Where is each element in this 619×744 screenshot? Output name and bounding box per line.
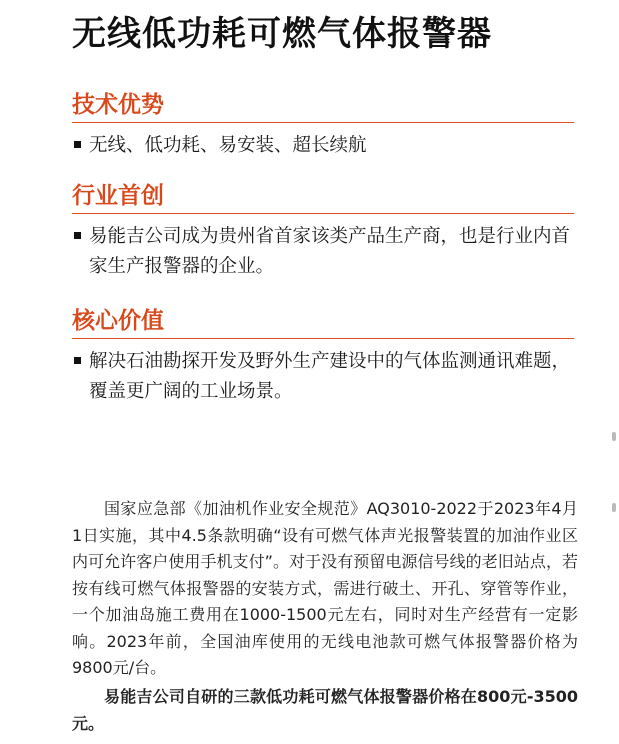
section-core-value [72,306,574,407]
section-industry-first [72,181,574,282]
page-title: 无线低功耗可燃气体报警器 [72,14,492,54]
section-tech-advantage [72,90,574,161]
bullet-item [72,131,574,161]
square-bullet-icon [74,232,81,239]
bullet-item [72,222,574,282]
bullet-text: 无线、低功耗、易安装、超长续航 [89,135,367,156]
bullet-text: 解决石油勘探开发及野外生产建设中的气体监测通讯难题，覆盖更广阔的工业场景。 [89,351,571,402]
section-heading: 核心价值 [72,306,574,339]
section-heading: 行业首创 [72,181,574,214]
edge-mark [612,503,616,512]
section-heading: 技术优势 [72,90,574,123]
bullet-text: 易能吉公司成为贵州省首家该类产品生产商，也是行业内首家生产报警器的企业。 [89,226,571,277]
body-paragraph: 国家应急部《加油机作业安全规范》AQ3010-2022于2023年4月1日实施，其中4.5条款明确“设有可燃气体声光报警装置的加油作业区内可允许客户使用手机支付”。对于没有预留电源信号线的老旧站点，若按有线可燃气体报警器的安装方式，需进行破土、开孔、穿管等作业，一个加油岛施工费用在1000-1500元左右，同时对生产经营有一定影响。2023年前，全国油库使用的无线电池款可燃气体报警器价格为9800元/台。 [72,499,578,677]
square-bullet-icon [74,141,81,148]
square-bullet-icon [74,357,81,364]
bullet-item [72,347,574,407]
body-paragraph-emphasis: 易能吉公司自研的三款低功耗可燃气体报警器价格在800元-3500元。 [72,687,578,733]
edge-mark [612,432,616,441]
